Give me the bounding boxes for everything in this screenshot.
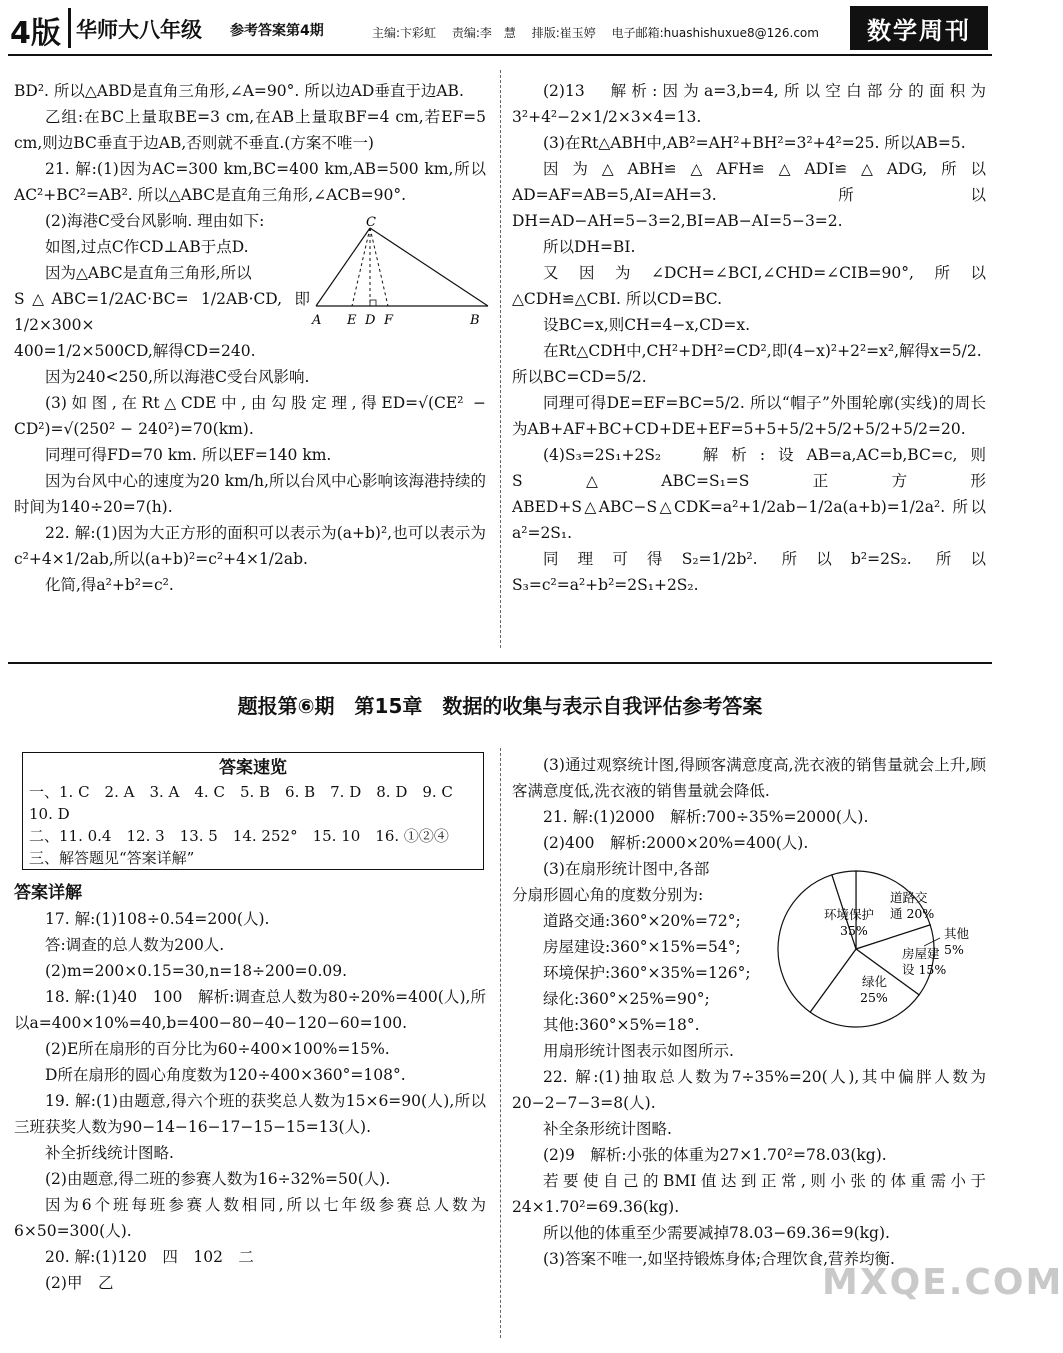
label-b: B	[470, 313, 480, 328]
paragraph: 因为240<250,所以海港C受台风影响.	[45, 368, 310, 386]
paragraph: 房屋建设:360°×15%=54°;	[543, 938, 741, 956]
paragraph: BD². 所以△ABD是直角三角形,∠A=90°. 所以边AD垂直于边AB.	[14, 82, 464, 100]
label-other-line1: 其他	[944, 926, 970, 941]
edition-label: 4版	[10, 16, 61, 51]
paragraph: (2)9 解析:小张的体重为27×1.70²=78.03(kg).	[543, 1146, 887, 1164]
paragraph: (3)通过观察统计图,得顾客满意度高,洗衣液的销售量就会上升,顾客满意度低,洗衣液的销售量就会降低.	[512, 756, 986, 800]
paragraph: 绿化:360°×25%=90°;	[543, 990, 710, 1008]
label-e: E	[347, 313, 357, 328]
segment-ce	[352, 228, 370, 306]
segment-ac	[316, 228, 370, 306]
paragraph: 17. 解:(1)108÷0.54=200(人).	[45, 910, 270, 928]
answer-line: 一、1. C 2. A 3. A 4. C 5. B 6. B 7. D 8. D 9. C	[29, 783, 453, 801]
paragraph: 所以BC=CD=5/2.	[512, 368, 647, 386]
credit-layout: 排版:崔玉婷	[531, 26, 596, 40]
pie-chart	[768, 864, 988, 1034]
paragraph: 21. 解:(1)因为AC=300 km,BC=400 km,AB=500 km,所以AC²+BC²=AB². 所以△ABC是直角三角形,∠ACB=90°.	[14, 160, 486, 204]
label-road-line1: 道路交	[890, 890, 928, 905]
paragraph: 19. 解:(1)由题意,得六个班的获奖总人数为15×6=90(人),所以三班获奖人数为90−14−16−17−15−15=13(人).	[14, 1092, 486, 1136]
credit-duty-editor: 责编:李 慧	[451, 26, 516, 40]
paragraph: 环境保护:360°×35%=126°;	[543, 964, 751, 982]
paragraph: 道路交通:360°×20%=72°;	[543, 912, 741, 930]
answer-summary-box	[22, 752, 484, 870]
paragraph: 18. 解:(1)40 100 解析:调查总人数为80÷20%=400(人),所以a=400×10%=40,b=400−80−40−120−60=100.	[14, 988, 486, 1032]
triangle-figure	[312, 216, 492, 330]
credit-editor: 主编:卞彩虹	[372, 26, 437, 40]
paragraph: (3)在扇形统计图中,各部	[543, 860, 710, 878]
paragraph: (2)400 解析:2000×20%=400(人).	[543, 834, 809, 852]
paragraph: 22. 解:(1)抽取总人数为7÷35%=20(人),其中偏胖人数为20−2−7−3=8(人).	[512, 1068, 986, 1112]
issue-subtitle: 参考答案第4期	[230, 23, 324, 39]
paragraph: 20. 解:(1)120 四 102 二	[45, 1248, 254, 1266]
publication-title: 华师大八年级	[76, 18, 202, 42]
label-green-line1: 绿化	[862, 974, 888, 989]
paragraph: 乙组:在BC上量取BE=3 cm,在AB上量取BF=4 cm,若EF=5 cm,则边BC垂直于边AB,否则就不垂直.(方案不唯一)	[14, 108, 486, 152]
label-road-line2: 通 20%	[890, 906, 935, 921]
label-green-line2: 25%	[860, 990, 888, 1005]
paragraph: 同理可得FD=70 km. 所以EF=140 km.	[45, 446, 332, 464]
paragraph: 因为6个班每班参赛人数相同,所以七年级参赛总人数为6×50=300(人).	[14, 1196, 486, 1240]
label-house-line1: 房屋建	[902, 946, 940, 961]
paragraph: 用扇形统计图表示如图所示.	[543, 1042, 734, 1060]
paragraph: 化简,得a²+b²=c².	[45, 576, 174, 594]
paragraph: 又因为∠DCH=∠BCI,∠CHD=∠CIB=90°,所以△CDH≌△CBI. 所以CD=BC.	[512, 264, 986, 308]
answer-line: 10. D	[29, 805, 70, 823]
watermark: MXQE.COM	[822, 1262, 1063, 1303]
paragraph: (4)S₃=2S₁+2S₂ 解析:设AB=a,AC=b,BC=c,则S△ABC=S₁=S正方形ABED+S△ABC−S△CDK=a²+1/2ab−1/2a(a+b)=1/2a². 所以a²=2S₁.	[512, 446, 986, 542]
paragraph: (2)海港C受台风影响. 理由如下:	[45, 212, 265, 230]
header-divider	[68, 8, 71, 48]
paragraph: 21. 解:(1)2000 解析:700÷35%=2000(人).	[543, 808, 869, 826]
label-env-line2: 35%	[840, 923, 868, 938]
paragraph: (3)如图,在Rt△CDE中,由勾股定理,得ED=√(CE² − CD²)=√(250² − 240²)=70(km).	[14, 394, 486, 438]
paragraph: 所以他的体重至少需要减掉78.03−69.36=9(kg).	[543, 1224, 890, 1242]
label-c: C	[366, 215, 376, 230]
label-a: A	[312, 313, 322, 328]
answer-summary-title: 答案速览	[219, 758, 287, 778]
detail-title: 答案详解	[14, 883, 82, 903]
paragraph: 所以DH=BI.	[543, 238, 636, 256]
answer-line: 三、解答题见“答案详解”	[29, 849, 195, 867]
section-rule	[8, 662, 992, 664]
label-house-line2: 设 15%	[902, 962, 947, 977]
right-angle-mark	[370, 300, 376, 306]
paragraph: (2)m=200×0.15=30,n=18÷200=0.09.	[45, 962, 348, 980]
paragraph: 补全折线统计图略.	[45, 1144, 174, 1162]
label-env-line1: 环境保护	[824, 907, 875, 922]
paragraph: 在Rt△CDH中,CH²+DH²=CD²,即(4−x)²+2²=x²,解得x=5/2.	[543, 342, 982, 360]
paragraph: S△ABC=1/2AC·BC= 1/2AB·CD, 即 1/2×300×	[14, 290, 310, 334]
label-f: F	[384, 313, 394, 328]
paragraph: 400=1/2×500CD,解得CD=240.	[14, 342, 256, 360]
paragraph: 设BC=x,则CH=4−x,CD=x.	[543, 316, 751, 334]
paragraph: 同理可得S₂=1/2b². 所以b²=2S₂. 所以S₃=c²=a²+b²=2S₁+2S₂.	[512, 550, 986, 594]
paragraph: (3)答案不唯一,如坚持锻炼身体;合理饮食,营养均衡.	[543, 1250, 895, 1268]
column-divider	[500, 70, 501, 648]
paragraph: (2)E所在扇形的百分比为60÷400×100%=15%.	[45, 1040, 390, 1058]
paragraph: (3)在Rt△ABH中,AB²=AH²+BH²=3²+4²=25. 所以AB=5.	[543, 134, 966, 152]
paragraph: (2)由题意,得二班的参赛人数为16÷32%=50(人).	[45, 1170, 391, 1188]
column-divider	[500, 748, 501, 1338]
header-rule	[8, 54, 992, 56]
paragraph: 补全条形统计图略.	[543, 1120, 672, 1138]
paragraph: 22. 解:(1)因为大正方形的面积可以表示为(a+b)²,也可以表示为c²+4×1/2ab,所以(a+b)²=c²+4×1/2ab.	[14, 524, 486, 568]
label-d: D	[365, 313, 376, 328]
paragraph: 因为△ABC是直角三角形,所以	[45, 264, 252, 282]
bottom-left-column	[14, 880, 486, 1296]
page-header	[0, 0, 1000, 60]
top-left-column	[14, 78, 486, 598]
credit-email: 电子邮箱:huashishuxue8@126.com	[611, 26, 819, 40]
top-right-column	[512, 78, 986, 598]
paragraph: 因为台风中心的速度为20 km/h,所以台风中心影响该海港持续的时间为140÷20=7(h).	[14, 472, 486, 516]
paragraph: (2)甲 乙	[45, 1274, 114, 1292]
paragraph: 如图,过点C作CD⊥AB于点D.	[45, 238, 249, 256]
segment-cf	[370, 228, 388, 306]
answer-line: 二、11. 0.4 12. 3 13. 5 14. 252° 15. 10 16. ①②④	[29, 827, 449, 845]
credits	[372, 24, 831, 41]
paragraph: 同理可得DE=EF=BC=5/2. 所以“帽子”外围轮廓(实线)的周长为AB+AF+BC+CD+DE+EF=5+5+5/2+5/2+5/2+5/2=20.	[512, 394, 986, 438]
paragraph: 答:调查的总人数为200人.	[45, 936, 225, 954]
paragraph: 因为△ABH≌△AFH≌△ADI≌△ADG,所以AD=AF=AB=5,AI=AH=3. 所以DH=AD−AH=5−3=2,BI=AB−AI=5−3=2.	[512, 160, 986, 230]
paragraph: (2)13 解析:因为a=3,b=4,所以空白部分的面积为3²+4²−2×1/2×3×4=13.	[512, 82, 986, 126]
brand-logo: 数学周刊	[850, 6, 988, 50]
section-title: 题报第⑥期 第15章 数据的收集与表示自我评估参考答案	[237, 694, 763, 718]
paragraph: D所在扇形的圆心角度数为120÷400×360°=108°.	[45, 1066, 406, 1084]
paragraph: 分扇形圆心角的度数分别为:	[512, 886, 704, 904]
paragraph: 其他:360°×5%=18°.	[543, 1016, 700, 1034]
segment-bc	[370, 228, 488, 306]
label-other-line2: 5%	[944, 942, 964, 957]
paragraph: 若要使自己的BMI值达到正常,则小张的体重需小于24×1.70²=69.36(kg).	[512, 1172, 986, 1216]
